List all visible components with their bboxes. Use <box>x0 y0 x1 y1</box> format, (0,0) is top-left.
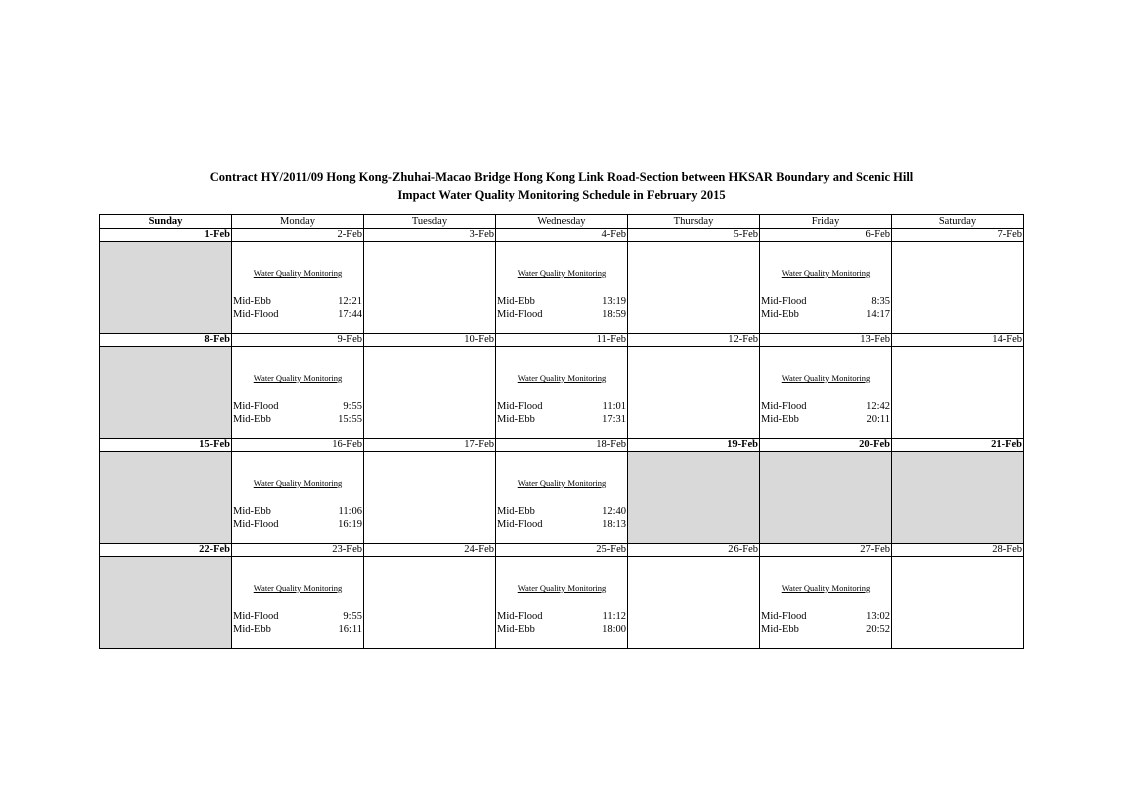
tide-entry <box>497 610 626 623</box>
weekday-header-row <box>100 215 1024 229</box>
day-cell <box>892 242 1024 334</box>
weekday-header: Saturday <box>892 215 1024 229</box>
tide-phase: Mid-Flood <box>497 519 543 530</box>
tide-time: 13:19 <box>602 296 626 307</box>
shaded-day-cell <box>100 347 232 439</box>
day-cells-row <box>100 452 1024 544</box>
tide-time: 15:55 <box>338 414 362 425</box>
weekday-header: Sunday <box>100 215 232 229</box>
tide-entry <box>497 518 626 531</box>
day-cell <box>232 452 364 544</box>
date-label: 13-Feb <box>760 334 892 347</box>
weekday-header: Tuesday <box>364 215 496 229</box>
tide-phase: Mid-Ebb <box>761 414 799 425</box>
title-line-1: Contract HY/2011/09 Hong Kong-Zhuhai-Macao Bridge Hong Kong Link Road-Section between HKSAR Boundary and Scenic Hill <box>209 170 914 184</box>
tide-phase: Mid-Ebb <box>761 309 799 320</box>
date-label: 6-Feb <box>760 229 892 242</box>
day-cell <box>364 347 496 439</box>
tide-time: 17:44 <box>338 309 362 320</box>
weekday-header: Wednesday <box>496 215 628 229</box>
tide-entry <box>233 308 362 321</box>
date-label: 28-Feb <box>892 544 1024 557</box>
tide-time: 17:31 <box>602 414 626 425</box>
date-label: 18-Feb <box>496 439 628 452</box>
date-label: 15-Feb <box>100 439 232 452</box>
tide-phase: Mid-Flood <box>233 611 279 622</box>
tide-phase: Mid-Flood <box>497 611 543 622</box>
date-label: 26-Feb <box>628 544 760 557</box>
tide-entry <box>497 413 626 426</box>
tide-entry <box>233 623 362 636</box>
tide-entry <box>761 413 890 426</box>
tide-entry <box>761 623 890 636</box>
monitoring-calendar <box>99 214 1024 649</box>
day-cells-row <box>100 347 1024 439</box>
day-cell <box>364 557 496 649</box>
tide-entry <box>497 308 626 321</box>
date-label: 7-Feb <box>892 229 1024 242</box>
day-cell <box>760 347 892 439</box>
document-title <box>0 168 1123 204</box>
day-cell <box>496 347 628 439</box>
tide-entry <box>233 413 362 426</box>
shaded-day-cell <box>628 452 760 544</box>
tide-time: 11:01 <box>602 401 626 412</box>
day-cell <box>364 452 496 544</box>
tide-time: 18:13 <box>602 519 626 530</box>
tide-time: 16:19 <box>338 519 362 530</box>
shaded-day-cell <box>892 452 1024 544</box>
date-label: 1-Feb <box>100 229 232 242</box>
date-label: 19-Feb <box>628 439 760 452</box>
date-label: 9-Feb <box>232 334 364 347</box>
shaded-day-cell <box>100 557 232 649</box>
day-cell <box>232 347 364 439</box>
event-label: Water Quality Monitoring <box>253 268 343 278</box>
tide-time: 12:42 <box>866 401 890 412</box>
event-label: Water Quality Monitoring <box>517 478 607 488</box>
tide-phase: Mid-Flood <box>497 401 543 412</box>
tide-time: 16:11 <box>338 624 362 635</box>
date-label: 2-Feb <box>232 229 364 242</box>
tide-phase: Mid-Flood <box>761 296 807 307</box>
tide-phase: Mid-Ebb <box>497 506 535 517</box>
tide-phase: Mid-Ebb <box>233 624 271 635</box>
tide-time: 8:35 <box>871 296 890 307</box>
event-label: Water Quality Monitoring <box>517 268 607 278</box>
day-cell <box>892 557 1024 649</box>
day-cell <box>892 347 1024 439</box>
weekday-header: Thursday <box>628 215 760 229</box>
tide-time: 18:00 <box>602 624 626 635</box>
event-label: Water Quality Monitoring <box>253 583 343 593</box>
tide-phase: Mid-Flood <box>761 401 807 412</box>
tide-entry <box>497 623 626 636</box>
tide-phase: Mid-Ebb <box>497 624 535 635</box>
tide-time: 12:40 <box>602 506 626 517</box>
tide-phase: Mid-Ebb <box>497 414 535 425</box>
tide-time: 13:02 <box>866 611 890 622</box>
tide-phase: Mid-Ebb <box>233 296 271 307</box>
tide-phase: Mid-Ebb <box>233 506 271 517</box>
day-cell <box>628 347 760 439</box>
tide-phase: Mid-Flood <box>233 309 279 320</box>
event-label: Water Quality Monitoring <box>781 268 871 278</box>
day-cell <box>364 242 496 334</box>
date-label: 11-Feb <box>496 334 628 347</box>
date-label: 24-Feb <box>364 544 496 557</box>
tide-entry <box>761 295 890 308</box>
day-cell <box>496 452 628 544</box>
tide-entry <box>761 400 890 413</box>
tide-time: 9:55 <box>343 401 362 412</box>
shaded-day-cell <box>100 452 232 544</box>
date-row <box>100 544 1024 557</box>
shaded-day-cell <box>760 452 892 544</box>
tide-phase: Mid-Flood <box>233 519 279 530</box>
tide-time: 18:59 <box>602 309 626 320</box>
date-row <box>100 229 1024 242</box>
tide-entry <box>497 400 626 413</box>
day-cell <box>628 242 760 334</box>
date-label: 17-Feb <box>364 439 496 452</box>
tide-time: 11:06 <box>338 506 362 517</box>
tide-phase: Mid-Flood <box>761 611 807 622</box>
date-label: 21-Feb <box>892 439 1024 452</box>
date-label: 10-Feb <box>364 334 496 347</box>
event-label: Water Quality Monitoring <box>781 583 871 593</box>
tide-phase: Mid-Ebb <box>233 414 271 425</box>
day-cell <box>232 557 364 649</box>
tide-entry <box>233 505 362 518</box>
title-line-2: Impact Water Quality Monitoring Schedule in February 2015 <box>397 188 726 202</box>
date-label: 23-Feb <box>232 544 364 557</box>
shaded-day-cell <box>100 242 232 334</box>
day-cell <box>760 242 892 334</box>
date-label: 22-Feb <box>100 544 232 557</box>
tide-entry <box>497 295 626 308</box>
tide-entry <box>233 610 362 623</box>
calendar-body <box>100 229 1024 649</box>
event-label: Water Quality Monitoring <box>517 583 607 593</box>
date-label: 27-Feb <box>760 544 892 557</box>
date-label: 16-Feb <box>232 439 364 452</box>
tide-entry <box>761 308 890 321</box>
date-label: 12-Feb <box>628 334 760 347</box>
tide-phase: Mid-Ebb <box>761 624 799 635</box>
day-cell <box>760 557 892 649</box>
date-label: 25-Feb <box>496 544 628 557</box>
weekday-header: Friday <box>760 215 892 229</box>
weekday-header: Monday <box>232 215 364 229</box>
event-label: Water Quality Monitoring <box>253 373 343 383</box>
day-cell <box>496 242 628 334</box>
event-label: Water Quality Monitoring <box>517 373 607 383</box>
tide-entry <box>233 400 362 413</box>
tide-phase: Mid-Ebb <box>497 296 535 307</box>
event-label: Water Quality Monitoring <box>781 373 871 383</box>
tide-entry <box>233 518 362 531</box>
date-label: 3-Feb <box>364 229 496 242</box>
tide-phase: Mid-Flood <box>233 401 279 412</box>
day-cells-row <box>100 557 1024 649</box>
date-row <box>100 439 1024 452</box>
date-label: 20-Feb <box>760 439 892 452</box>
date-label: 5-Feb <box>628 229 760 242</box>
tide-entry <box>761 610 890 623</box>
tide-time: 20:11 <box>866 414 890 425</box>
tide-time: 12:21 <box>338 296 362 307</box>
day-cell <box>232 242 364 334</box>
tide-entry <box>233 295 362 308</box>
tide-time: 14:17 <box>866 309 890 320</box>
date-label: 8-Feb <box>100 334 232 347</box>
day-cell <box>496 557 628 649</box>
date-label: 14-Feb <box>892 334 1024 347</box>
day-cells-row <box>100 242 1024 334</box>
tide-time: 9:55 <box>343 611 362 622</box>
date-label: 4-Feb <box>496 229 628 242</box>
day-cell <box>628 557 760 649</box>
tide-time: 11:12 <box>602 611 626 622</box>
event-label: Water Quality Monitoring <box>253 478 343 488</box>
tide-entry <box>497 505 626 518</box>
tide-phase: Mid-Flood <box>497 309 543 320</box>
date-row <box>100 334 1024 347</box>
tide-time: 20:52 <box>866 624 890 635</box>
